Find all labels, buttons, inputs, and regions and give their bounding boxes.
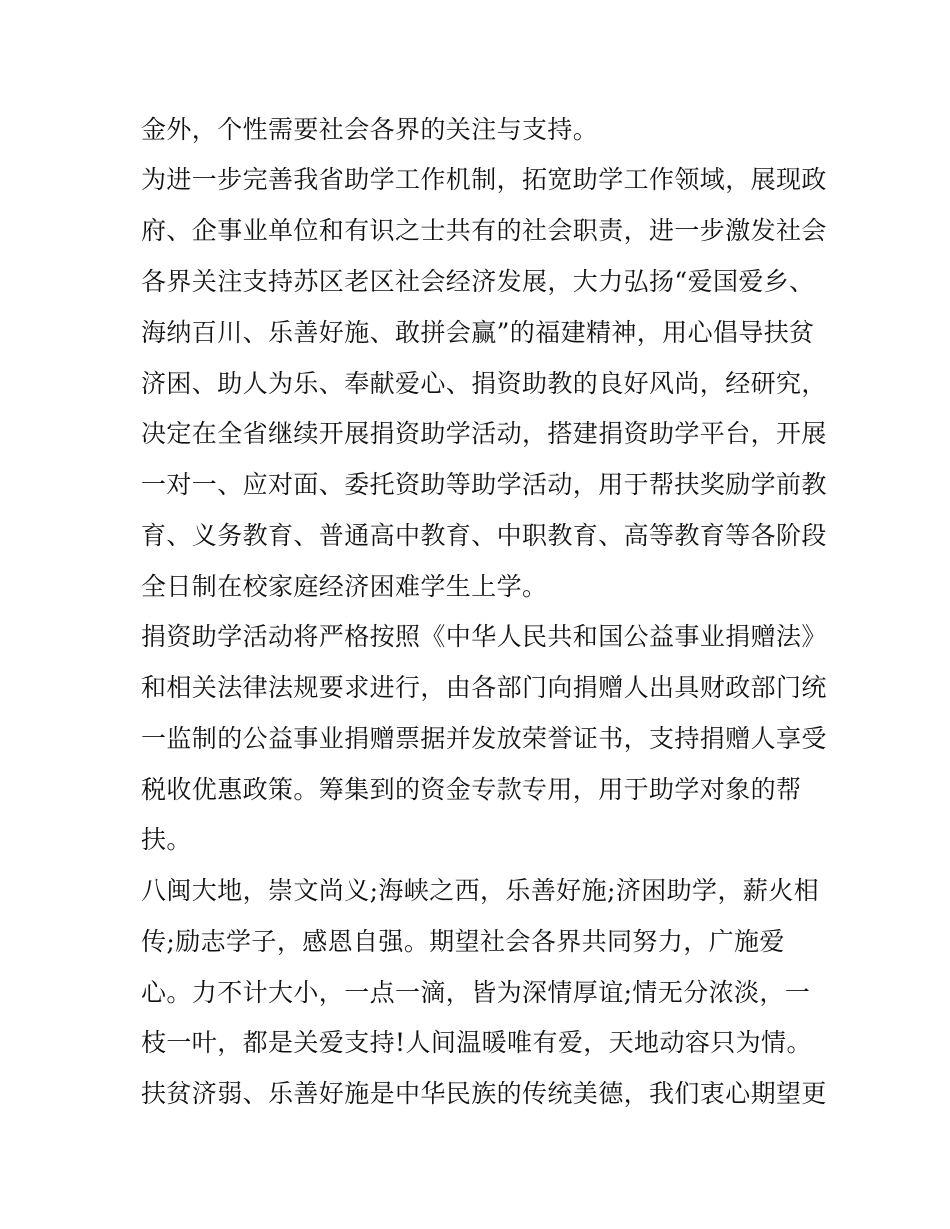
text-line: 一对一、应对面、委托资助等助学活动，用于帮扶奖励学前教 <box>141 470 827 499</box>
text-line: 育、义务教育、普通高中教育、中职教育、高等教育等各阶段 <box>141 521 827 550</box>
text-line: 全日制在校家庭经济困难学生上学。 <box>141 572 548 601</box>
text-line: 金外，个性需要社会各界的关注与支持。 <box>141 115 599 144</box>
text-line: 为进一步完善我省助学工作机制，拓宽助学工作领域，展现政 <box>141 165 827 194</box>
text-line: 税收优惠政策。筹集到的资金专款专用，用于助学对象的帮 <box>141 775 802 804</box>
text-line: 一监制的公益事业捐赠票据并发放荣誉证书，支持捐赠人享受 <box>141 724 827 753</box>
text-line: 传;励志学子，感恩自强。期望社会各界共同努力，广施爱 <box>141 927 785 956</box>
text-line: 心。力不计大小，一点一滴，皆为深情厚谊;情无分浓淡，一 <box>141 978 811 1007</box>
text-line: 扶。 <box>141 825 192 854</box>
text-line: 海纳百川、乐善好施、敢拼会赢”的福建精神，用心倡导扶贫 <box>141 318 815 347</box>
text-line: 济困、助人为乐、奉献爱心、捐资助教的良好风尚，经研究， <box>141 369 827 398</box>
text-line: 府、企事业单位和有识之士共有的社会职责，进一步激发社会 <box>141 216 827 245</box>
text-line: 决定在全省继续开展捐资助学活动，搭建捐资助学平台，开展 <box>141 419 827 448</box>
text-line: 各界关注支持苏区老区社会经济发展，大力弘扬“爱国爱乡、 <box>141 267 815 296</box>
text-line: 和相关法律法规要求进行，由各部门向捐赠人出具财政部门统 <box>141 673 827 702</box>
text-line: 八闽大地，崇文尚义;海峡之西，乐善好施;济困助学，薪火相 <box>141 876 820 905</box>
text-line: 捐资助学活动将严格按照《中华人民共和国公益事业捐赠法》 <box>141 622 827 651</box>
text-line: 扶贫济弱、乐善好施是中华民族的传统美德，我们衷心期望更 <box>141 1079 827 1108</box>
text-line: 枝一叶，都是关爱支持!人间温暖唯有爱，天地动容只为情。 <box>141 1028 812 1057</box>
